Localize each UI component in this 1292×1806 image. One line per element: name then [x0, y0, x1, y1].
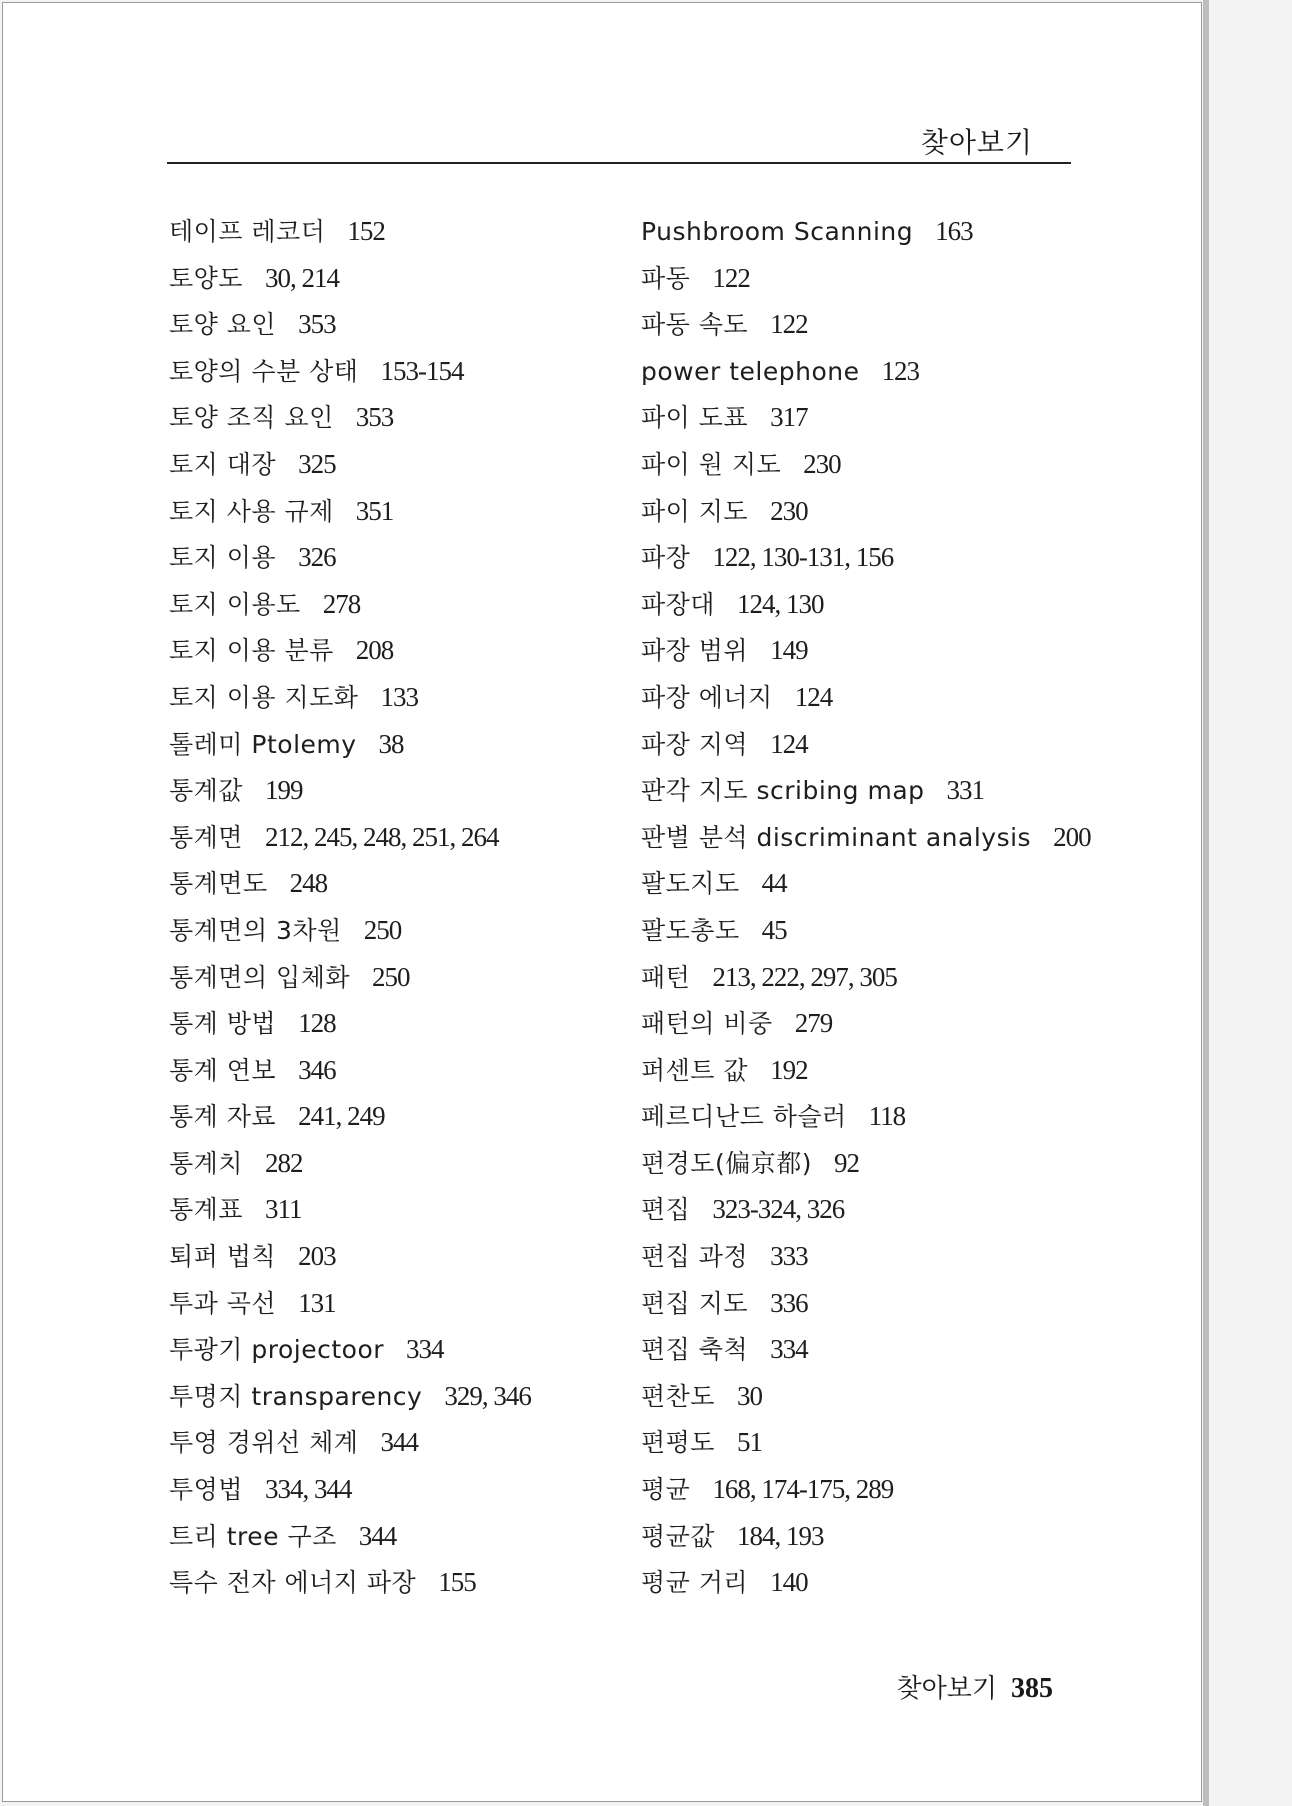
index-entry — [169, 488, 629, 535]
index-entry — [169, 208, 629, 255]
index-pages: 38 — [378, 728, 404, 759]
index-pages: 122 — [712, 262, 750, 293]
index-pages: 123 — [881, 355, 919, 386]
index-entry — [641, 814, 1091, 861]
index-entry — [641, 1233, 1071, 1280]
index-entry — [641, 534, 1071, 581]
index-term: 편집 지도 — [641, 1288, 749, 1318]
index-column-right — [641, 208, 1091, 1606]
index-pages: 325 — [298, 448, 336, 479]
index-pages: 124, 130 — [736, 588, 824, 619]
index-term: 패턴의 비중 — [641, 1009, 773, 1039]
index-entry — [169, 1419, 629, 1466]
index-entry — [169, 581, 629, 628]
index-entry — [641, 767, 1071, 814]
index-entry — [641, 1047, 1071, 1094]
index-pages: 353 — [355, 402, 394, 433]
index-term: 통계면의 입체화 — [169, 962, 350, 992]
header-rule — [167, 162, 1071, 164]
index-entry — [169, 814, 629, 861]
index-term: 특수 전자 에너지 파장 — [169, 1568, 417, 1598]
index-term: 토양도 — [169, 263, 243, 293]
index-pages: 45 — [761, 914, 787, 945]
index-entry — [169, 1326, 629, 1373]
index-term: 토지 대장 — [169, 449, 277, 479]
index-term: 통계 방법 — [169, 1009, 277, 1039]
index-term: 파장 지역 — [641, 729, 749, 759]
index-entry — [641, 674, 1071, 721]
index-pages: 184, 193 — [736, 1520, 824, 1551]
footer-label: 찾아보기 — [896, 1674, 997, 1704]
index-pages: 128 — [298, 1008, 336, 1039]
index-entry — [641, 1373, 1071, 1420]
index-entry — [169, 1280, 629, 1327]
index-term: 테이프 레코더 — [169, 217, 326, 246]
index-pages: 44 — [761, 868, 787, 899]
index-term: 투영 경위선 체계 — [169, 1428, 359, 1458]
index-entry — [169, 767, 629, 814]
index-pages: 213, 222, 297, 305 — [712, 961, 897, 992]
index-term: 토지 이용 — [169, 543, 277, 573]
index-term: 통계 연보 — [169, 1055, 277, 1085]
index-term: 파이 원 지도 — [641, 449, 782, 479]
index-entry — [641, 1513, 1071, 1560]
index-entry — [641, 1419, 1071, 1466]
index-entry — [169, 1233, 629, 1280]
index-term: 토양 요인 — [169, 310, 277, 340]
index-term: 파장대 — [641, 589, 715, 619]
index-term: 편경도(偏京都) — [641, 1148, 812, 1178]
index-pages: 203 — [298, 1241, 336, 1272]
index-entry — [641, 1186, 1071, 1233]
index-term: 파이 지도 — [641, 496, 749, 526]
index-entry — [169, 534, 629, 581]
index-term: 패턴 — [641, 962, 691, 992]
index-pages: 140 — [770, 1567, 808, 1598]
index-term: 평균 — [641, 1475, 691, 1505]
index-pages: 329, 346 — [444, 1380, 531, 1411]
index-entry — [641, 860, 1071, 907]
index-pages: 351 — [355, 495, 394, 526]
index-entry — [641, 1140, 1071, 1187]
index-pages: 346 — [298, 1054, 336, 1085]
index-pages: 30, 214 — [264, 262, 339, 293]
index-entry — [169, 1373, 629, 1420]
index-term: 토양의 수분 상태 — [169, 356, 359, 386]
index-entry — [169, 860, 629, 907]
index-term: 투명지 transparency — [169, 1381, 423, 1411]
index-pages: 311 — [264, 1194, 302, 1225]
index-pages: 124 — [770, 728, 808, 759]
index-entry — [641, 627, 1071, 674]
index-term: 파이 도표 — [641, 403, 749, 433]
index-pages: 344 — [380, 1427, 418, 1458]
index-pages: 326 — [298, 542, 336, 573]
index-pages: 334 — [770, 1334, 808, 1365]
index-term: 토지 이용 분류 — [169, 636, 334, 666]
page-footer — [863, 1668, 1053, 1705]
index-entry — [641, 208, 1071, 255]
index-entry — [169, 721, 629, 768]
index-term: 판별 분석 discriminant analysis — [641, 822, 1032, 852]
running-header-title: 찾아보기 — [920, 126, 1033, 159]
index-entry — [169, 1466, 629, 1513]
index-term: 토지 사용 규제 — [169, 496, 334, 526]
index-term: 톨레미 Ptolemy — [169, 729, 357, 759]
index-pages: 334 — [406, 1334, 444, 1365]
index-pages: 323-324, 326 — [712, 1194, 845, 1225]
index-pages: 192 — [770, 1054, 808, 1085]
index-term: 토양 조직 요인 — [169, 403, 334, 433]
index-entry — [641, 1559, 1071, 1606]
index-pages: 149 — [770, 635, 808, 666]
index-pages: 230 — [770, 495, 808, 526]
index-pages: 92 — [833, 1147, 859, 1178]
index-pages: 250 — [363, 914, 402, 945]
index-pages: 336 — [770, 1287, 808, 1318]
index-pages: 122, 130-131, 156 — [712, 542, 894, 573]
index-entry — [641, 1093, 1071, 1140]
index-term: 통계치 — [169, 1148, 243, 1178]
index-term: 파동 속도 — [641, 310, 749, 340]
index-term: 통계면도 — [169, 869, 268, 899]
index-entry — [169, 627, 629, 674]
index-pages: 30 — [736, 1380, 762, 1411]
index-pages: 51 — [736, 1427, 762, 1458]
book-page — [2, 2, 1202, 1802]
index-term: 통계면 — [169, 822, 243, 852]
index-term: 퍼센트 값 — [641, 1055, 749, 1085]
index-entry — [641, 348, 1071, 395]
index-entry — [169, 348, 629, 395]
index-term: 퇴퍼 법칙 — [169, 1242, 277, 1272]
index-pages: 155 — [438, 1567, 476, 1598]
index-pages: 122 — [770, 309, 808, 340]
index-pages: 208 — [355, 635, 394, 666]
viewer-background — [1209, 0, 1292, 1806]
index-term: Pushbroom Scanning — [641, 217, 914, 246]
index-term: 토지 이용도 — [169, 589, 301, 619]
index-entry — [169, 907, 629, 954]
index-pages: 163 — [935, 216, 973, 246]
index-column-left — [169, 208, 629, 1606]
index-pages: 279 — [794, 1008, 833, 1039]
index-pages: 200 — [1053, 821, 1091, 852]
index-entry — [169, 1047, 629, 1094]
index-entry — [169, 394, 629, 441]
index-term: 평균값 — [641, 1521, 715, 1551]
index-term: 편집 축척 — [641, 1335, 749, 1365]
index-term: power telephone — [641, 356, 860, 386]
index-term: 페르디난드 하슬러 — [641, 1102, 847, 1132]
index-term: 통계값 — [169, 776, 243, 806]
index-pages: 152 — [347, 216, 385, 246]
index-term: 투영법 — [169, 1475, 243, 1505]
index-term: 투과 곡선 — [169, 1288, 277, 1318]
index-entry — [169, 1513, 629, 1560]
index-pages: 118 — [868, 1101, 906, 1132]
index-pages: 344 — [358, 1520, 397, 1551]
index-entry — [169, 301, 629, 348]
index-term: 투광기 projectoor — [169, 1335, 385, 1365]
index-entry — [641, 488, 1071, 535]
index-pages: 353 — [298, 309, 336, 340]
index-entry — [169, 255, 629, 302]
index-term: 팔도총도 — [641, 915, 740, 945]
index-term: 편찬도 — [641, 1381, 715, 1411]
index-entry — [641, 1000, 1071, 1047]
index-entry — [641, 954, 1071, 1001]
index-pages: 199 — [264, 775, 303, 806]
index-term: 편평도 — [641, 1428, 715, 1458]
index-term: 트리 tree 구조 — [169, 1521, 337, 1551]
index-pages: 278 — [322, 588, 361, 619]
index-entry — [169, 674, 629, 721]
index-entry — [641, 1326, 1071, 1373]
index-pages: 248 — [289, 868, 328, 899]
index-term: 파동 — [641, 263, 691, 293]
index-term: 팔도지도 — [641, 869, 740, 899]
index-entry — [169, 1186, 629, 1233]
index-term: 파장 범위 — [641, 636, 749, 666]
index-entry — [641, 1466, 1071, 1513]
index-term: 토지 이용 지도화 — [169, 682, 359, 712]
index-entry — [169, 441, 629, 488]
index-entry — [641, 721, 1071, 768]
index-entry — [641, 907, 1071, 954]
index-pages: 212, 245, 248, 251, 264 — [264, 821, 499, 852]
index-term: 파장 에너지 — [641, 682, 773, 712]
index-term: 평균 거리 — [641, 1568, 749, 1598]
index-pages: 333 — [770, 1241, 808, 1272]
index-entry — [641, 394, 1071, 441]
index-pages: 131 — [298, 1287, 336, 1318]
index-term: 통계면의 3차원 — [169, 915, 342, 945]
index-pages: 317 — [770, 402, 808, 433]
index-pages: 153-154 — [380, 355, 464, 386]
index-entry — [641, 301, 1071, 348]
index-pages: 331 — [946, 775, 985, 806]
index-entry — [641, 1280, 1071, 1327]
index-term: 편집 — [641, 1195, 691, 1225]
index-pages: 334, 344 — [264, 1474, 352, 1505]
index-term: 통계 자료 — [169, 1102, 277, 1132]
index-entry — [641, 441, 1071, 488]
index-entry — [169, 1093, 629, 1140]
index-pages: 168, 174-175, 289 — [712, 1474, 894, 1505]
page-number: 385 — [1011, 1673, 1053, 1704]
index-entry — [169, 1559, 629, 1606]
index-pages: 250 — [372, 961, 410, 992]
index-pages: 230 — [803, 448, 841, 479]
index-entry — [169, 1140, 629, 1187]
index-entry — [641, 581, 1071, 628]
index-entry — [641, 255, 1071, 302]
index-term: 통계표 — [169, 1195, 243, 1225]
index-pages: 133 — [380, 681, 418, 712]
index-term: 판각 지도 scribing map — [641, 776, 925, 806]
index-pages: 241, 249 — [298, 1101, 385, 1132]
index-entry — [169, 1000, 629, 1047]
index-pages: 282 — [264, 1147, 303, 1178]
index-term: 편집 과정 — [641, 1242, 749, 1272]
index-entry — [169, 954, 629, 1001]
index-pages: 124 — [794, 681, 833, 712]
index-term: 파장 — [641, 543, 691, 573]
